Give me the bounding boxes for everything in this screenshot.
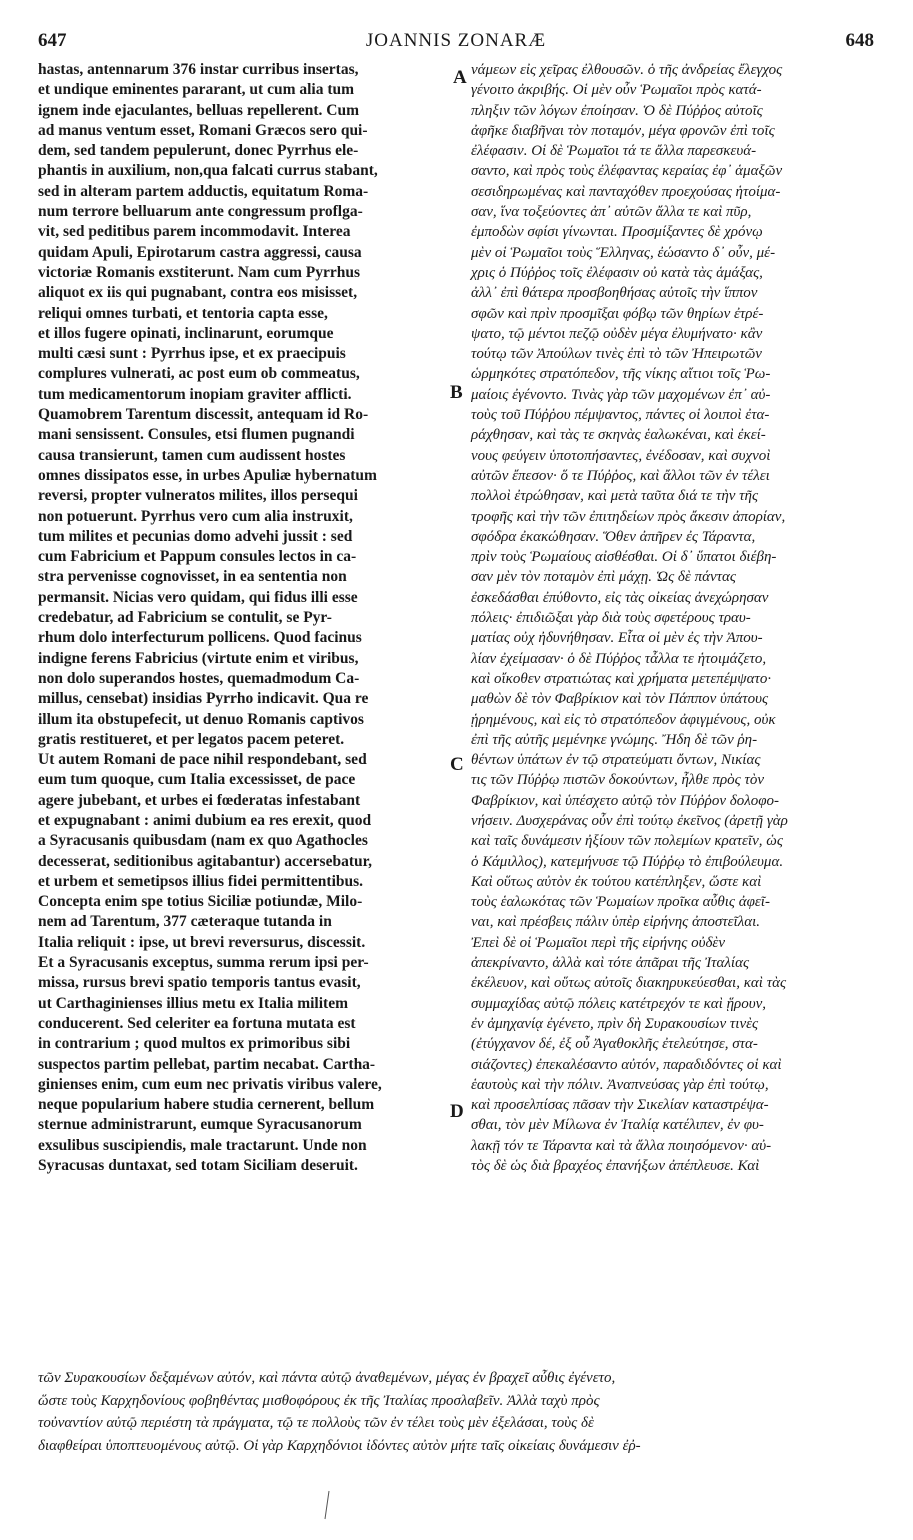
greek-text-line: τούτῳ τῶν Ἀπούλων τινὲς ἐπὶ τὸ τῶν Ἠπειρωτῶν	[471, 346, 762, 363]
greek-text-line: λίαν ἐχείμασαν· ὁ δὲ Πύῤῥος τἆλλα τε ἡτοιμάζετο,	[471, 650, 767, 667]
latin-text-line: non potuerunt. Pyrrhus vero cum alia instruxit,	[38, 507, 353, 525]
greek-text-line: πόλεις· ἐπιδιῶξαι γὰρ διὰ τοὺς σφετέρους τραυ-	[471, 610, 751, 627]
latin-text-line: Quamobrem Tarentum discessit, antequam id Ro-	[38, 406, 369, 424]
latin-text-line: et undique eminentes pararant, ut cum alia tum	[38, 81, 355, 99]
latin-text-line: rhum dolo interfecturum pollicens. Quod facinus	[38, 629, 362, 647]
latin-text-line: millus, censebat) insidias Pyrrho indicavit. Qua re	[38, 690, 369, 708]
greek-text-line: σφόδρα ἐκακώθησαν. Ὅθεν ἀπῆρεν ἐς Τάραντα,	[471, 528, 756, 545]
greek-text-line: ἐλέφασιν. Οἱ δὲ Ῥωμαῖοι τά τε ἄλλα παρεσκευά-	[471, 143, 757, 160]
greek-text-line: τοὺς τοῦ Πύῤῥου πέμψαντος, πάντες οἱ λοιποὶ ἐτα-	[471, 407, 770, 424]
latin-text-line: stra pervenisse cognovisset, in ea sententia non	[38, 568, 347, 586]
greek-text-line: θέντων ὑπάτων ἐν τῷ στρατεύματι ὄντων, Νικίας	[471, 752, 761, 769]
greek-text-line: σαν μὲν τὸν ποταμὸν ἐπὶ μάχῃ. Ὡς δὲ πάντας	[471, 569, 736, 586]
greek-text-line: (ἐτύγχανον δέ, ἐξ οὗ Ἀγαθοκλῆς ἐτελεύτησε, στα-	[471, 1036, 758, 1053]
greek-text-line: Φαβρίκιον, καὶ ὑπέσχετο αὐτῷ τὸν Πύῤῥον δολοφο-	[471, 792, 780, 809]
latin-text-line: et urbem et semetipsos illius fidei permittentibus.	[38, 872, 364, 890]
greek-text-line: σεσιδηρωμένας καὶ πανταχόθεν προεχούσας ἡτοίμα-	[471, 183, 781, 200]
latin-text-line: a Syracusanis quibusdam (nam ex quo Agathocles	[38, 832, 368, 850]
latin-text-line: aliquot ex iis qui pugnabant, contra eos misisset,	[38, 284, 358, 302]
greek-text-line: καὶ οἴκοθεν στρατιώτας καὶ χρήματα μετεπέμψατο·	[471, 670, 772, 687]
greek-text-line: διαφθείραι ὑποπτευομένους αὐτῷ. Οἱ γὰρ Καρχηδόνιοι ἰδόντες αὐτὸν μήτε ταῖς οἰκείαις δυνάμεσιν ἐῤ-	[38, 1437, 641, 1454]
latin-text-line: nem ad Tarentum, 377 cæteraque tutanda in	[38, 913, 332, 931]
running-title: JOANNIS ZONARÆ	[365, 30, 547, 51]
greek-text-line: νήσειν. Δυσχεράνας οὖν ἐπὶ τούτῳ ἐκεῖνος (ἀρετῇ γὰρ	[471, 812, 788, 829]
page-number-right: 648	[845, 30, 874, 51]
greek-text-line: σθαι, τὸν μὲν Μίλωνα ἐν Ἰταλίᾳ κατέλιπεν, ἐν φυ-	[471, 1117, 764, 1134]
greek-text-line: τροφῆς καὶ τὴν τῶν ἐπιτηδείων πρὸς ἄκεσιν ἀπορίαν,	[471, 508, 786, 525]
greek-text-line: Καὶ οὕτως αὐτὸν ἐκ τούτου κατέπληξεν, ὥστε καὶ	[471, 873, 762, 890]
latin-text-line: mani sensissent. Consules, etsi flumen pugnandi	[38, 426, 355, 444]
greek-text-line: μαθὼν δὲ τὸν Φαβρίκιον καὶ τὸν Πάππον ὑπάτους	[471, 691, 769, 708]
latin-text-line: reliqui omnes turbati, et tentoria capta esse,	[38, 304, 328, 322]
greek-text-line: τοὺς ἑαλωκότας τῶν Ῥωμαίων προῖκα αὖθις ἀφεῖ-	[471, 894, 770, 911]
latin-text-line: tum medicamentorum inopiam graviter afflicti.	[38, 385, 352, 403]
latin-text-line: ignem inde ejaculantes, belluas repellerent. Cum	[38, 101, 360, 119]
greek-text-line: ὥστε τοὺς Καρχηδονίους φοβηθέντας μισθοφόρους ἐκ τῆς Ἰταλίας προσλαβεῖν. Ἀλλὰ ταχὺ πρὸς	[38, 1392, 600, 1409]
latin-text-line: ad manus ventum esset, Romani Græcos sero qui-	[38, 121, 368, 139]
greek-text-line: ράχθησαν, καὶ τὰς τε σκηνὰς ἑαλωκέναι, καὶ ἐκεί-	[471, 427, 766, 444]
latin-text-line: Syracusas duntaxat, sed totam Siciliam deseruit.	[38, 1157, 358, 1175]
greek-text-line: ἀφῆκε διαβῆναι τὸν ποταμόν, μέγα φρονῶν ἐπὶ τοῖς	[471, 122, 775, 139]
latin-text-line: agere jubebant, et urbes ei fœderatas infestabant	[38, 791, 361, 809]
greek-text-line: λακῇ τόν τε Τάραντα καὶ τὰ ἄλλα ποιησόμενον· αὐ-	[471, 1137, 772, 1154]
greek-text-line: συμμαχίδας αὐτῷ πόλεις κατέτρεχόν τε καὶ ᾕρουν,	[471, 995, 767, 1012]
greek-text-line: σιάζοντες) ἐπεκαλέσαντο αὐτόν, παραδιδόντες οἱ καὶ	[471, 1056, 782, 1073]
greek-text-line: ἀλλ᾽ ἐπὶ θάτερα προσβοηθήσας αὐτοῖς τὴν ἵππον	[471, 285, 758, 302]
latin-text-line: neque popularium habere studia cernerent, bellum	[38, 1096, 375, 1114]
latin-text-line: victoriæ Romanis exstiterunt. Nam cum Pyrrhus	[38, 263, 361, 281]
greek-text-line: ψατο, τῷ μέντοι πεζῷ οὐδὲν μέγα ἐλυμήνατο· κἂν	[471, 325, 763, 342]
latin-text-line: illum ita obstupefecit, ut denuo Romanis captivos	[38, 710, 364, 728]
latin-text-line: vit, sed peditibus parem incommodavit. Interea	[38, 223, 351, 241]
latin-text-line: et expugnabant : animi dubium ea res erexit, quod	[38, 811, 372, 829]
latin-text-line: sternue administrarunt, eumque Syracusanorum	[38, 1116, 362, 1134]
latin-text-line: multi cæsi sunt : Pyrrhus ipse, et ex praecipuis	[38, 345, 346, 363]
latin-text-line: exsulibus suscipiendis, male tractarunt. Unde non	[38, 1136, 367, 1154]
margin-letter-c: C	[450, 754, 464, 775]
latin-text-line: indigne ferens Fabricius (virtute enim et viribus,	[38, 649, 359, 667]
greek-text-line: ἐμποδὼν σφίσι γίνωνται. Προσμίξαντες δὲ χρόνῳ	[471, 224, 763, 241]
greek-text-line: ματίας οὐχ ἠδυνήθησαν. Εἶτα οἱ μὲν ἐς τὴν Ἀπου-	[471, 630, 763, 647]
greek-text-line: ὁ Κάμιλλος), κατεμήνυσε τῷ Πύῤῥῳ τὸ ἐπιβούλευμα.	[471, 853, 784, 870]
greek-text-line: ἐσκεδάσθαι ἐπύθοντο, εἰς τὰς οἰκείας ἀνεχώρησαν	[471, 589, 769, 606]
latin-text-line: Et a Syracusanis exceptus, summa rerum ipsi per-	[38, 954, 369, 972]
greek-text-line: τοὐναντίον αὐτῷ περιέστη τὰ πράγματα, τῷ τε πολλοὺς τῶν ἐν τέλει τοὺς μὲν ἐξελάσαι, τοὺς δὲ	[38, 1415, 594, 1431]
greek-text-line: ναι, καὶ πρέσβεις πάλιν ὑπὲρ εἰρήνης ἀποστεῖλαι.	[471, 914, 760, 931]
greek-text-line: νους φεύγειν ὑποτοπήσαντες, ἐνέδοσαν, καὶ συχνοὶ	[471, 447, 771, 464]
greek-text-line: καὶ ταῖς δυνάμεσιν ἠξίουν τῶν πολεμίων κρατεῖν, ὡς	[471, 833, 783, 850]
latin-text-line: causa transierunt, tamen cum audissent hostes	[38, 446, 346, 464]
bottom-greek-text	[38, 1367, 874, 1457]
latin-text-line: eum tum quoque, cum Italia excessisset, de pace	[38, 771, 356, 789]
page-number-left: 647	[38, 30, 67, 51]
latin-text-line: decesserat, seditionibus agitabantur) accersebatur,	[38, 852, 372, 870]
latin-text-line: Concepta enim spe totius Siciliæ potiundæ, Milo-	[38, 893, 363, 911]
greek-text-line: πρὶν τοὺς Ῥωμαίους αἰσθέσθαι. Οἱ δ᾽ ὕπατοι διέβη-	[471, 549, 777, 566]
latin-text-line: dem, sed tandem pepulerunt, donec Pyrrhus ele-	[38, 142, 359, 160]
margin-letter-a: A	[453, 67, 467, 88]
latin-text-line: sed in alteram partem adductis, equitatum Roma-	[38, 182, 369, 200]
latin-text-line: quidam Apuli, Epirotarum castra aggressi, causa	[38, 243, 362, 261]
greek-text-line: ᾑρημένους, καὶ εἰς τὸ στρατόπεδον ἀφιγμένους, οὐκ	[471, 711, 776, 728]
latin-text-line: omnes dissipatos esse, in urbes Apuliæ hybernatum	[38, 466, 377, 484]
latin-text-line: et illos fugere opinati, inclinarunt, eorumque	[38, 324, 334, 342]
latin-text-line: tum milites et pecunias domo advehi jussit : sed	[38, 527, 353, 545]
latin-text-line: ginienses enim, cum eum nec privatis viribus valere,	[38, 1075, 382, 1093]
greek-text-line: ἑαυτοὺς καὶ τὴν πόλιν. Ἀναπνεύσας γὰρ ἐπὶ τούτῳ,	[471, 1076, 769, 1093]
latin-text-line: phantis in auxilium, non,qua falcati currus stabant,	[38, 162, 378, 180]
greek-text-line: μὲν οἱ Ῥωμαῖοι τοὺς Ἕλληνας, ἐώσαντο δ᾽ οὖν, μέ-	[471, 244, 776, 261]
latin-text-line: conducerent. Sed celeriter ea fortuna mutata est	[38, 1014, 356, 1032]
greek-text-line: σαντο, καὶ πρὸς τοὺς ἐλέφαντας κεραίας ἐφ᾽ ἁμαξῶν	[471, 163, 783, 180]
greek-text-line: καὶ προσελπίσας πᾶσαν τὴν Σικελίαν καταστρέψα-	[471, 1097, 769, 1114]
latin-text-line: in contrarium ; quod multos ex primoribus sibi	[38, 1035, 351, 1053]
latin-text-line: missa, rursus brevi spatio temporis tantus evasit,	[38, 974, 361, 992]
latin-text-line: credebatur, ad Fabricium se contulit, se Pyr-	[38, 609, 332, 627]
latin-text-line: hastas, antennarum 376 instar curribus insertas,	[38, 61, 359, 78]
latin-text-line: gratis restitueret, et per legatos pacem peteret.	[38, 730, 345, 748]
greek-text-line: ἐν ἀμηχανίᾳ ἐγένετο, πρὶν δὴ Συρακουσίων τινὲς	[471, 1015, 759, 1032]
greek-text-line: τὸς δὲ ὡς διὰ βραχέος ἐπανήξων ἀπέπλευσε. Καὶ	[471, 1158, 760, 1175]
greek-text-line: σφῶν καὶ πρὶν προσμῖξαι φόβῳ τῶν θηρίων ἐτρέ-	[471, 305, 764, 322]
running-header	[38, 30, 874, 56]
greek-text-line: γένοιτο ἀκριβής. Οἱ μὲν οὖν Ῥωμαῖοι πρὸς κατά-	[471, 82, 762, 99]
greek-text-line: ἐκέλευον, καὶ οὕτως αὐτοῖς διακηρυκεύεσθαι, καὶ τὰς	[471, 975, 787, 992]
latin-text-line: num terrore belluarum ante congressum proflga-	[38, 203, 363, 221]
latin-column	[38, 60, 446, 1176]
latin-text-line: non dolo superandos hostes, quemadmodum Ca-	[38, 669, 360, 687]
greek-text-line: πληξιν τῶν λόγων ἐποίησαν. Ὁ δὲ Πύῤῥος αὐτοῖς	[471, 102, 763, 119]
latin-text-line: Italia reliquit : ipse, ut brevi reversurus, discessit.	[38, 933, 366, 951]
greek-text-line: σαν, ἵνα τοξεύοντες ἀπ᾽ αὐτῶν ἄλλα τε καὶ πῦρ,	[471, 204, 752, 221]
latin-text-line: complures vulnerati, ac post eum ob commeatus,	[38, 365, 360, 383]
greek-text-line: νάμεων εἰς χεῖρας ἐλθουσῶν. ὁ τῆς ἀνδρείας ἔλεγχος	[471, 62, 783, 78]
latin-text-line: cum Fabricium et Pappum consules lectos in ca-	[38, 548, 357, 566]
latin-text-line: Ut autem Romani de pace nihil respondebant, sed	[38, 751, 367, 769]
margin-letter-d: D	[450, 1101, 464, 1122]
latin-text-line: suspectos partim pellebat, partim necabat. Cartha-	[38, 1055, 376, 1073]
greek-text-line: τις τῶν Πύῤῥῳ πιστῶν δοκούντων, ἦλθε πρὸς τὸν	[471, 772, 765, 789]
greek-column	[471, 60, 875, 1176]
latin-text-line: reversi, propter vulneratos milites, illos persequi	[38, 487, 358, 505]
greek-text-line: ἐπὶ τῆς αὐτῆς μεμένηκε γνώμης. Ἤδη δὲ τῶν ῥη-	[471, 731, 758, 748]
latin-text-line: permansit. Nicias vero quidam, qui fidus illi esse	[38, 588, 358, 606]
greek-text-line: πολλοὶ ἐτρώθησαν, καὶ μετὰ ταῦτα διά τε τὴν τῆς	[471, 488, 759, 505]
greek-text-line: ὡρμηκότες στρατόπεδον, τῆς νίκης αἴτιοι τοῖς Ῥω-	[471, 366, 771, 383]
margin-letter-b: B	[450, 382, 463, 403]
greek-text-line: ἀπεκρίναντο, ἀλλὰ καὶ τότε ἀπᾶραι τῆς Ἰταλίας	[471, 955, 750, 972]
stray-pen-mark	[323, 1490, 331, 1520]
greek-text-line: χρις ὁ Πύῤῥος τοῖς ἐλέφασιν οὐ κατὰ τὰς ἁμάξας,	[471, 264, 763, 281]
greek-text-line: τῶν Συρακουσίων δεξαμένων αὐτόν, καὶ πάντα αὐτῷ ἀναθεμένων, μέγας ἐν βραχεῖ αὖθις ἐγένετο,	[38, 1370, 616, 1386]
greek-text-line: Ἐπεὶ δὲ οἱ Ῥωμαῖοι περὶ τῆς εἰρήνης οὐδὲν	[471, 934, 725, 951]
greek-text-line: μαίοις ἐγένοντο. Τινὰς γὰρ τῶν μαχομένων ἐπ᾽ αὐ-	[471, 386, 771, 403]
latin-text-line: ut Carthaginienses illius metu ex Italia militem	[38, 994, 348, 1012]
greek-text-line: αὐτῶν ἔπεσον· ὅ τε Πύῤῥος, καὶ ἄλλοι τῶν ἐν τέλει	[471, 467, 770, 484]
